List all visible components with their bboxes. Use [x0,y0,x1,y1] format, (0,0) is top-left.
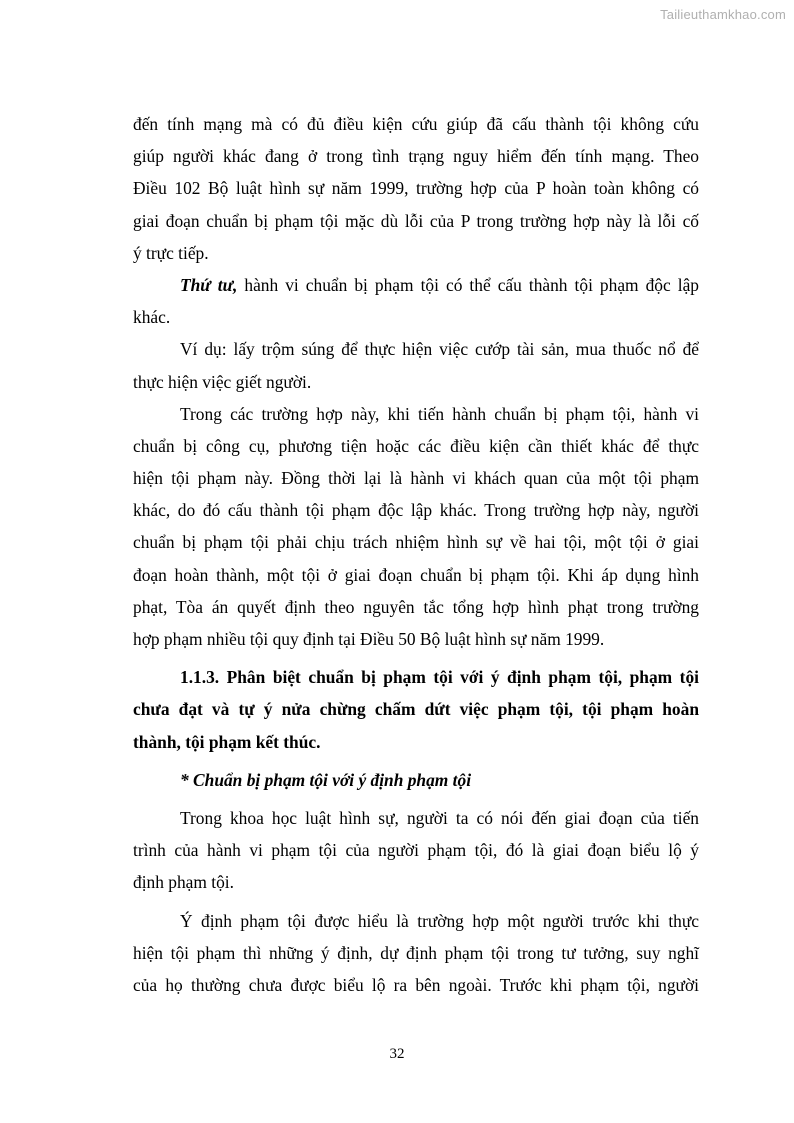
text-line: thực hiện việc giết người. [133,371,312,392]
subsection-heading: * Chuẩn bị phạm tội với ý định phạm tội [180,769,472,790]
text-line [133,269,699,301]
text-line: hợp phạm nhiều tội quy định tại Điều 50 Bộ luật hình sự năm 1999. [133,629,605,649]
text-line: Ý định phạm tội được hiểu là trường hợp một người trước khi thực [180,910,699,931]
text-line: giai đoạn chuẩn bị phạm tội mặc dù lỗi của P trong trường hợp này là lỗi cố [133,210,699,231]
text-line: Ví dụ: lấy trộm súng để thực hiện việc cướp tài sản, mua thuốc nổ để [180,339,699,360]
heading-line: chưa đạt và tự ý nửa chừng chấm dứt việc phạm tội, tội phạm hoàn [133,699,699,720]
text-line: ý trực tiếp. [133,242,209,263]
paragraph [133,398,699,656]
text-line: phạt, Tòa án quyết định theo nguyên tắc tổng hợp hình phạt trong trường [133,596,699,617]
paragraph [133,802,699,899]
text-line: Điều 102 Bộ luật hình sự năm 1999, trường hợp của P hoàn toàn không có [133,178,699,199]
heading-line: 1.1.3. Phân biệt chuẩn bị phạm tội với ý định phạm tội, phạm tội [180,667,699,688]
paragraph-lead: Thứ tư, [180,274,238,295]
text-line: trình của hành vi phạm tội của người phạm tội, đó là giai đoạn biểu lộ ý [133,840,699,861]
paragraph-continuation [133,108,699,269]
text-line: khác, do đó cấu thành tội phạm độc lập khác. Trong trường hợp này, người [133,500,699,521]
text-line: đến tính mạng mà có đủ điều kiện cứu giúp đã cấu thành tội không cứu [133,114,699,134]
heading-line: thành, tội phạm kết thúc. [133,731,321,752]
text-line: hiện tội phạm thì những ý định, dự định phạm tội trong tư tưởng, suy nghĩ [133,942,699,963]
page-body [133,108,699,1001]
paragraph-example [133,333,699,397]
text-line: định phạm tội. [133,872,234,893]
text-line: khác. [133,307,171,328]
watermark-text: Tailieuthamkhao.com [660,7,786,22]
text-line: chuẩn bị công cụ, phương tiện hoặc các điều kiện cần thiết khác để thực [133,435,699,456]
page-number: 32 [389,1046,405,1062]
paragraph-thu-tu [133,269,699,333]
text-span: hành vi chuẩn bị phạm tội có thể cấu thành tội phạm độc lập [237,274,699,295]
text-line: Trong các trường hợp này, khi tiến hành chuẩn bị phạm tội, hành vi [180,403,699,424]
text-line: hiện tội phạm này. Đồng thời lại là hành vi khách quan của một tội phạm [133,468,699,489]
text-line: chuẩn bị phạm tội phải chịu trách nhiệm hình sự về hai tội, một tội ở giai [133,532,699,553]
text-line: đoạn hoàn thành, một tội ở giai đoạn chuẩn bị phạm tội. Khi áp dụng hình [133,564,699,585]
text-line: giúp người khác đang ở trong tình trạng nguy hiểm đến tính mạng. Theo [133,146,699,167]
text-line: Trong khoa học luật hình sự, người ta có nói đến giai đoạn của tiến [180,807,699,828]
paragraph [133,905,699,1002]
section-heading [133,661,699,758]
text-line: của họ thường chưa được biểu lộ ra bên ngoài. Trước khi phạm tội, người [133,974,699,995]
